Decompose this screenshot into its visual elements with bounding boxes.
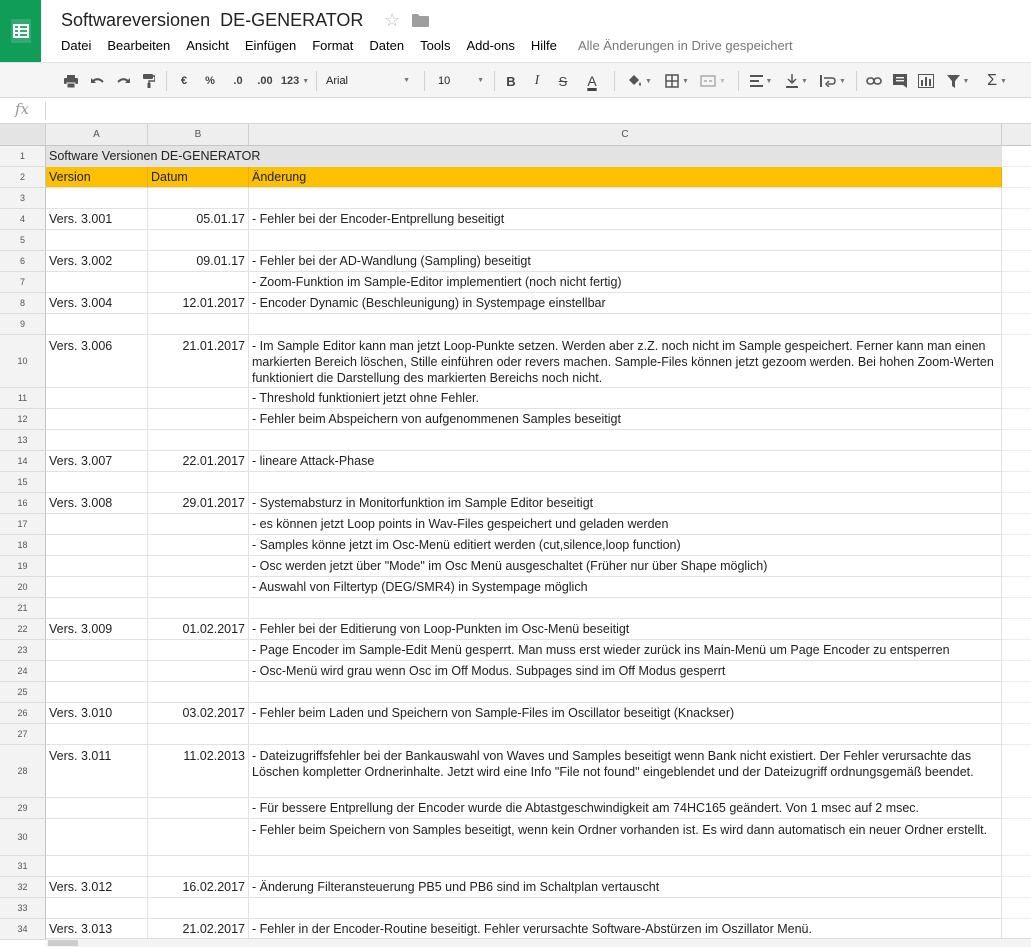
row-number[interactable]: 19 [0, 556, 46, 577]
insert-comment-icon[interactable] [888, 69, 912, 93]
row-number[interactable]: 29 [0, 798, 46, 819]
cell-c[interactable]: - lineare Attack-Phase [249, 451, 1002, 472]
cell-b[interactable]: 16.02.2017 [148, 877, 249, 898]
cell-a[interactable] [46, 430, 148, 451]
menu-addons[interactable]: Add-ons [466, 38, 515, 53]
cell-b[interactable]: 21.01.2017 [148, 335, 249, 388]
cell-b[interactable] [148, 819, 249, 856]
cell-b[interactable] [148, 598, 249, 619]
cell-a[interactable] [46, 724, 148, 745]
cell-a[interactable] [46, 388, 148, 409]
row-number[interactable]: 18 [0, 535, 46, 556]
vertical-align-icon[interactable]: ▼ [780, 69, 814, 93]
cell-b[interactable]: 01.02.2017 [148, 619, 249, 640]
cell-a[interactable] [46, 856, 148, 877]
cell-c[interactable] [249, 230, 1002, 251]
cell-d[interactable] [1002, 919, 1031, 940]
horizontal-scrollbar[interactable] [46, 938, 1031, 947]
menu-datei[interactable]: Datei [61, 38, 92, 53]
row-number[interactable]: 17 [0, 514, 46, 535]
chevron-down-icon: ▼ [477, 77, 484, 84]
cell-a[interactable]: Vers. 3.013 [46, 919, 148, 940]
cell-b[interactable]: 09.01.17 [148, 251, 249, 272]
row-number[interactable]: 15 [0, 472, 46, 493]
italic-button[interactable]: I [534, 73, 540, 88]
cell-b[interactable] [148, 430, 249, 451]
row-number[interactable]: 28 [0, 745, 46, 798]
row-number[interactable]: 13 [0, 430, 46, 451]
cell-b[interactable] [148, 577, 249, 598]
currency-format-button[interactable]: € [180, 75, 188, 87]
cell-d[interactable] [1002, 167, 1031, 188]
cell-a[interactable] [46, 230, 148, 251]
column-header-a[interactable]: A [46, 124, 148, 146]
menu-tools[interactable]: Tools [420, 38, 451, 53]
cell-a[interactable]: Vers. 3.010 [46, 703, 148, 724]
cell-b[interactable]: 11.02.2013 [148, 745, 249, 798]
percent-format-button[interactable]: % [205, 75, 215, 87]
cell-c[interactable] [249, 898, 1002, 919]
cell-a[interactable] [46, 514, 148, 535]
text-wrap-icon[interactable]: ▼ [816, 69, 850, 93]
column-header-d[interactable] [1002, 124, 1031, 146]
functions-button[interactable]: Σ ▼ [987, 72, 1007, 89]
cell-a[interactable] [46, 819, 148, 856]
redo-icon[interactable] [112, 69, 134, 93]
cell-a[interactable] [46, 661, 148, 682]
row-number[interactable]: 5 [0, 230, 46, 251]
row-number[interactable]: 34 [0, 919, 46, 940]
row-number[interactable]: 16 [0, 493, 46, 514]
cell-a[interactable] [46, 798, 148, 819]
borders-icon[interactable]: ▼ [660, 69, 694, 93]
cell-c[interactable]: - Änderung Filteransteuerung PB5 und PB6 sind im Schaltplan vertauscht [249, 877, 1002, 898]
cell-a[interactable]: Vers. 3.012 [46, 877, 148, 898]
chevron-down-icon: ▼ [403, 77, 410, 84]
cell-d[interactable] [1002, 724, 1031, 745]
cell-a[interactable]: Vers. 3.009 [46, 619, 148, 640]
cell-c[interactable]: - Fehler beim Abspeichern von aufgenommenen Samples beseitigt [249, 409, 1002, 430]
row-number[interactable]: 24 [0, 661, 46, 682]
cell-c[interactable]: - Für bessere Entprellung der Encoder wurde die Abtastgeschwindigkeit am 74HC165 geändert. Von 1 msec auf 2 msec. [249, 798, 1002, 819]
increase-decimals-button[interactable]: .00 [257, 75, 273, 87]
strikethrough-button[interactable]: S [558, 73, 568, 89]
cell-b[interactable]: Datum [148, 167, 249, 188]
cell-a[interactable]: Vers. 3.007 [46, 451, 148, 472]
row-number[interactable]: 9 [0, 314, 46, 335]
row-number[interactable]: 10 [0, 335, 46, 388]
document-title[interactable]: Softwareversionen DE-GENERATOR [61, 10, 364, 30]
cell-d[interactable] [1002, 661, 1031, 682]
row-number[interactable]: 6 [0, 251, 46, 272]
cell-a[interactable]: Vers. 3.011 [46, 745, 148, 798]
cell-c[interactable] [249, 472, 1002, 493]
cell-c[interactable] [249, 682, 1002, 703]
cell-c[interactable] [249, 856, 1002, 877]
cell-d[interactable] [1002, 335, 1031, 388]
cell-c[interactable]: - Fehler in der Encoder-Routine beseitigt. Fehler verursachte Software-Abstürzen im Oszillator Menü. [249, 919, 1002, 940]
row-number[interactable]: 23 [0, 640, 46, 661]
menu-daten[interactable]: Daten [369, 38, 405, 53]
cell-a[interactable]: Vers. 3.008 [46, 493, 148, 514]
cell-a[interactable]: Vers. 3.004 [46, 293, 148, 314]
cell-d[interactable] [1002, 898, 1031, 919]
cell-b[interactable] [148, 272, 249, 293]
cell-d[interactable] [1002, 798, 1031, 819]
row-number[interactable]: 31 [0, 856, 46, 877]
fx-icon: fx [15, 100, 30, 118]
cell-c[interactable]: - Systemabsturz in Monitorfunktion im Sample Editor beseitigt [249, 493, 1002, 514]
star-icon[interactable]: ☆ [384, 10, 401, 30]
cell-d[interactable] [1002, 188, 1031, 209]
cell-c[interactable]: - Fehler beim Speichern von Samples beseitigt, wenn kein Ordner vorhanden ist. Es wird dann automatisch ein neuer Ordner erstellt. [249, 819, 1002, 856]
cell-c[interactable]: - Fehler bei der Editierung von Loop-Punkten im Osc-Menü beseitigt [249, 619, 1002, 640]
row-number[interactable]: 7 [0, 272, 46, 293]
cell-d[interactable] [1002, 493, 1031, 514]
cell-a[interactable] [46, 556, 148, 577]
row-number[interactable]: 26 [0, 703, 46, 724]
cell-d[interactable] [1002, 230, 1031, 251]
cell-b[interactable] [148, 661, 249, 682]
cell-b[interactable] [148, 230, 249, 251]
cell-d[interactable] [1002, 577, 1031, 598]
cell-d[interactable] [1002, 209, 1031, 230]
cell-b[interactable]: 12.01.2017 [148, 293, 249, 314]
cell-c[interactable] [249, 188, 1002, 209]
row-number[interactable]: 27 [0, 724, 46, 745]
cell-c[interactable] [249, 724, 1002, 745]
filter-icon[interactable]: ▼ [940, 69, 976, 93]
cell-d[interactable] [1002, 472, 1031, 493]
app-header [0, 0, 1031, 62]
row-number[interactable]: 11 [0, 388, 46, 409]
cell-c[interactable] [249, 314, 1002, 335]
cell-d[interactable] [1002, 619, 1031, 640]
row-number[interactable]: 1 [0, 146, 46, 167]
cell-b[interactable] [148, 640, 249, 661]
cell-b[interactable] [148, 898, 249, 919]
row-number[interactable]: 3 [0, 188, 46, 209]
cell-d[interactable] [1002, 535, 1031, 556]
cell-b[interactable] [148, 535, 249, 556]
cell-c[interactable]: - Zoom-Funktion im Sample-Editor implementiert (noch nicht fertig) [249, 272, 1002, 293]
cell-a[interactable]: Vers. 3.006 [46, 335, 148, 388]
save-status[interactable]: Alle Änderungen in Drive gespeichert [578, 38, 793, 53]
select-all-corner[interactable] [0, 124, 46, 146]
merge-cells-icon[interactable]: ▼ [696, 69, 730, 93]
menu-ansicht[interactable]: Ansicht [186, 38, 229, 53]
cell-d[interactable] [1002, 272, 1031, 293]
row-number[interactable]: 21 [0, 598, 46, 619]
row-number[interactable]: 12 [0, 409, 46, 430]
cell-a[interactable] [46, 898, 148, 919]
cell-b[interactable] [148, 188, 249, 209]
column-header-c[interactable]: C [249, 124, 1002, 146]
text-color-button[interactable] [577, 69, 607, 93]
cell-b[interactable] [148, 724, 249, 745]
print-icon[interactable] [60, 69, 82, 93]
row-number[interactable]: 14 [0, 451, 46, 472]
cell-a[interactable] [46, 272, 148, 293]
cell-c[interactable]: - Dateizugriffsfehler bei der Bankauswahl von Waves und Samples beseitigt wenn Bank nicht existiert. Der Fehler verursachte das Löschen kompletter Ordnerinhalte. Jetzt wird eine Info "File not found" eingeblendet und der Dateizugriff ordnungsgemäß beendet. [249, 745, 1002, 798]
cell-c[interactable]: Änderung [249, 167, 1002, 188]
text-color-label: A [587, 73, 597, 89]
cell-b[interactable] [148, 388, 249, 409]
cell-a[interactable]: Vers. 3.001 [46, 209, 148, 230]
cell-d[interactable] [1002, 819, 1031, 856]
cell-d[interactable] [1002, 682, 1031, 703]
cell-a[interactable]: Version [46, 167, 148, 188]
cell-d[interactable] [1002, 146, 1031, 167]
cell-b[interactable]: 22.01.2017 [148, 451, 249, 472]
cell-d[interactable] [1002, 598, 1031, 619]
cell-c[interactable]: - Fehler beim Laden und Speichern von Sample-Files im Oscillator beseitigt (Knackser) [249, 703, 1002, 724]
cell-d[interactable] [1002, 703, 1031, 724]
cell-c[interactable]: - Auswahl von Filtertyp (DEG/SMR4) in Systempage möglich [249, 577, 1002, 598]
cell-c[interactable]: - Im Sample Editor kann man jetzt Loop-Punkte setzen. Werden aber z.Z. noch nicht im Sample gespeichert. Ferner kann man einen markierten Bereich löschen, Stille einführen oder revers machen. Sample-Files können jetzt gezoom werden. Bei hohen Zoom-Werten funktioniert die Darstellung des markierten Bereichs noch nicht. [249, 335, 1002, 388]
cell-c[interactable]: - Fehler bei der Encoder-Entprellung beseitigt [249, 209, 1002, 230]
cell-a[interactable]: Vers. 3.002 [46, 251, 148, 272]
cell-c[interactable]: - Page Encoder im Sample-Edit Menü gesperrt. Man muss erst wieder zurück ins Main-Menü um Page Encoder zu entsperren [249, 640, 1002, 661]
cell-c[interactable]: - Threshold funktioniert jetzt ohne Fehler. [249, 388, 1002, 409]
cell-d[interactable] [1002, 745, 1031, 798]
cell-c[interactable]: - Osc-Menü wird grau wenn Osc im Off Modus. Subpages sind im Off Modus gesperrt [249, 661, 1002, 682]
cell-a[interactable] [46, 640, 148, 661]
cell-b[interactable] [148, 409, 249, 430]
cell-c[interactable]: - Encoder Dynamic (Beschleunigung) in Systempage einstellbar [249, 293, 1002, 314]
cell-d[interactable] [1002, 451, 1031, 472]
font-family-value: Arial [326, 75, 349, 87]
cell-d[interactable] [1002, 409, 1031, 430]
row-number[interactable]: 20 [0, 577, 46, 598]
cell-d[interactable] [1002, 877, 1031, 898]
decrease-decimals-button[interactable]: .0 [233, 75, 243, 87]
toolbar [0, 62, 1031, 98]
cell-d[interactable] [1002, 388, 1031, 409]
cell-b[interactable]: 29.01.2017 [148, 493, 249, 514]
cell-b[interactable] [148, 682, 249, 703]
font-family-select[interactable] [320, 69, 416, 93]
cell-a[interactable] [46, 409, 148, 430]
cell-b[interactable] [148, 798, 249, 819]
cell-d[interactable] [1002, 430, 1031, 451]
menu-hilfe[interactable]: Hilfe [530, 38, 557, 53]
insert-chart-icon[interactable] [914, 69, 938, 93]
cell-c[interactable]: - Samples könne jetzt im Osc-Menü editiert werden (cut,silence,loop function) [249, 535, 1002, 556]
cell-a[interactable] [46, 598, 148, 619]
cell-d[interactable] [1002, 856, 1031, 877]
cell-c[interactable]: - Osc werden jetzt über "Mode" im Osc Menü ausgeschaltet (Früher nur über Shape möglich) [249, 556, 1002, 577]
cell-b[interactable]: 21.02.2017 [148, 919, 249, 940]
font-size-value: 10 [438, 75, 451, 87]
menu-bearbeiten[interactable]: Bearbeiten [107, 38, 171, 53]
cell-a[interactable] [46, 682, 148, 703]
cell-a[interactable] [46, 535, 148, 556]
cell-b[interactable] [148, 472, 249, 493]
row-number[interactable]: 33 [0, 898, 46, 919]
cell-c[interactable] [249, 598, 1002, 619]
row-number[interactable]: 2 [0, 167, 46, 188]
column-header-b[interactable]: B [148, 124, 249, 146]
row-number[interactable]: 32 [0, 877, 46, 898]
cell-b[interactable]: 05.01.17 [148, 209, 249, 230]
cell-a[interactable] [46, 188, 148, 209]
bold-button[interactable]: B [506, 73, 516, 89]
row-number[interactable]: 8 [0, 293, 46, 314]
row-number[interactable]: 4 [0, 209, 46, 230]
row-number[interactable]: 30 [0, 819, 46, 856]
cell-b[interactable] [148, 556, 249, 577]
chevron-down-icon: ▼ [302, 77, 310, 85]
menu-bar [61, 38, 573, 53]
formula-input[interactable] [52, 102, 1012, 120]
cell-a[interactable]: Software Versionen DE-GENERATOR [46, 146, 1002, 167]
row-number[interactable]: 25 [0, 682, 46, 703]
cell-c[interactable]: - es können jetzt Loop points in Wav-Files gespeichert und geladen werden [249, 514, 1002, 535]
paint-format-icon[interactable] [138, 69, 160, 93]
undo-icon[interactable] [86, 69, 108, 93]
more-formats-label: 123 [280, 75, 300, 87]
cell-d[interactable] [1002, 556, 1031, 577]
insert-link-icon[interactable] [862, 69, 886, 93]
sheet-grid [0, 124, 1031, 947]
cell-a[interactable] [46, 314, 148, 335]
menu-einfuegen[interactable]: Einfügen [244, 38, 297, 53]
cell-d[interactable] [1002, 293, 1031, 314]
font-size-select[interactable] [432, 69, 488, 93]
cell-d[interactable] [1002, 314, 1031, 335]
more-formats-button[interactable] [278, 69, 312, 93]
sheets-logo-icon[interactable] [0, 0, 41, 62]
cell-d[interactable] [1002, 514, 1031, 535]
cell-c[interactable] [249, 430, 1002, 451]
cell-d[interactable] [1002, 251, 1031, 272]
fill-color-icon[interactable]: ▼ [622, 69, 656, 93]
menu-format[interactable]: Format [312, 38, 354, 53]
cell-b[interactable] [148, 314, 249, 335]
cell-c[interactable]: - Fehler bei der AD-Wandlung (Sampling) beseitigt [249, 251, 1002, 272]
horizontal-align-icon[interactable]: ▼ [744, 69, 778, 93]
cell-b[interactable]: 03.02.2017 [148, 703, 249, 724]
cell-b[interactable] [148, 856, 249, 877]
row-number[interactable]: 22 [0, 619, 46, 640]
cell-a[interactable] [46, 577, 148, 598]
formula-bar [0, 98, 1031, 124]
cell-b[interactable] [148, 514, 249, 535]
folder-icon[interactable] [412, 14, 429, 32]
cell-d[interactable] [1002, 640, 1031, 661]
functions-icon: Σ [987, 72, 997, 89]
cell-a[interactable] [46, 472, 148, 493]
